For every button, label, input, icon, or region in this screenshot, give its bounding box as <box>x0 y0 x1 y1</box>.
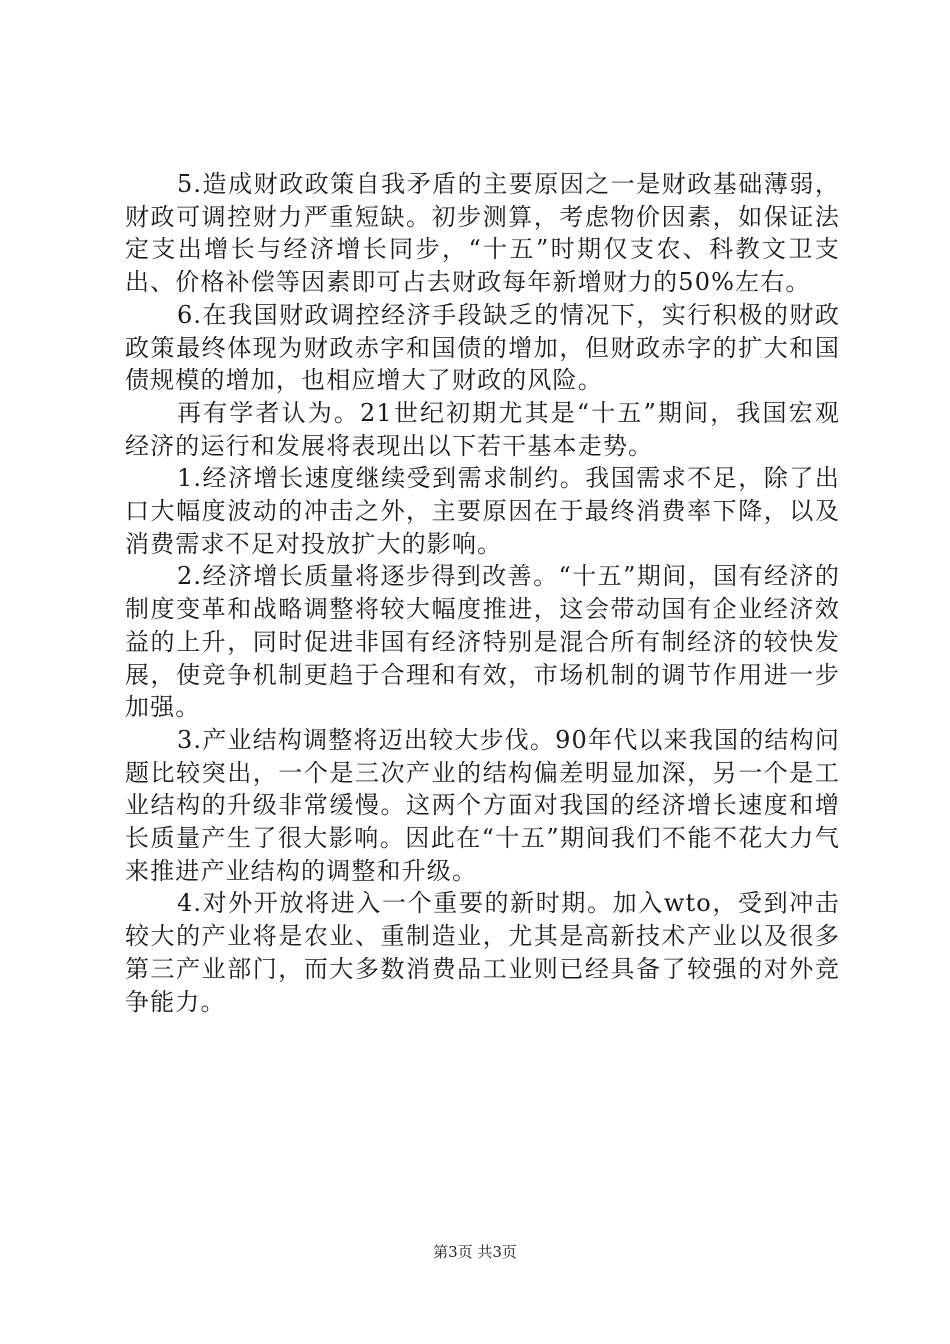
paragraph-scholars-view: 再有学者认为。21世纪初期尤其是“十五”期间，我国宏观经济的运行和发展将表现出以下若干基本走势。 <box>125 398 840 460</box>
paragraph-item-6: 6.在我国财政调控经济手段缺乏的情况下，实行积极的财政政策最终体现为财政赤字和国债的增加，但财政赤字的扩大和国债规模的增加，也相应增大了财政的风险。 <box>125 300 840 395</box>
page-number-footer: 第3页 共3页 <box>433 1243 517 1261</box>
paragraph-trend-3: 3.产业结构调整将迈出较大步伐。90年代以来我国的结构问题比较突出，一个是三次产业的结构偏差明显加深，另一个是工业结构的升级非常缓慢。这两个方面对我国的经济增长速度和增长质量产生了很大影响。因此在“十五”期间我们不能不花大力气来推进产业结构的调整和升级。 <box>125 725 840 885</box>
document-body <box>125 168 840 1018</box>
paragraph-trend-4: 4.对外开放将进入一个重要的新时期。加入wto，受到冲击较大的产业将是农业、重制造业，尤其是高新技术产业以及很多第三产业部门，而大多数消费品工业则已经具备了较强的对外竞争能力。 <box>125 889 840 1016</box>
paragraph-trend-1: 1.经济增长速度继续受到需求制约。我国需求不足，除了出口大幅度波动的冲击之外，主要原因在于最终消费率下降，以及消费需求不足对投放扩大的影响。 <box>125 464 840 558</box>
paragraph-item-5: 5.造成财政政策自我矛盾的主要原因之一是财政基础薄弱，财政可调控财力严重短缺。初步测算，考虑物价因素，如保证法定支出增长与经济增长同步，“十五”时期仅支农、科教文卫支出、价格补偿等因素即可占去财政每年新增财力的50%左右。 <box>125 170 840 297</box>
paragraph-trend-2: 2.经济增长质量将逐步得到改善。“十五”期间，国有经济的制度变革和战略调整将较大幅度推进，这会带动国有企业经济效益的上升，同时促进非国有经济特别是混合所有制经济的较快发展，使竞争机制更趋于合理和有效，市场机制的调节作用进一步加强。 <box>125 562 840 722</box>
